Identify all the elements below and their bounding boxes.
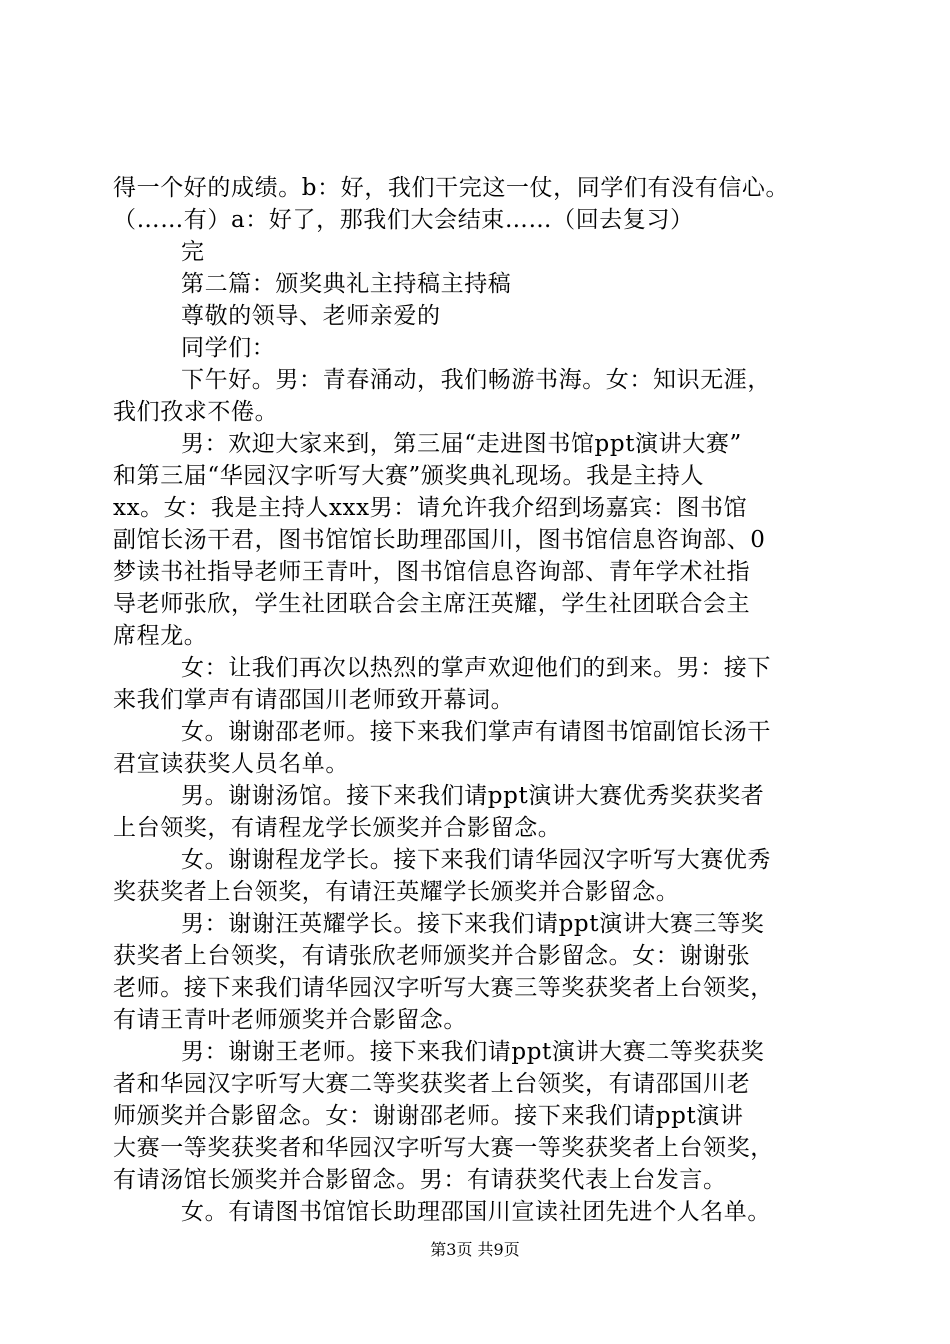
- text-line: 者和华园汉字听写大赛二等奖获奖者上台领奖，有请邵国川老: [113, 1071, 751, 1097]
- text-line: 女。谢谢邵老师。接下来我们掌声有请图书馆副馆长汤干: [181, 719, 771, 745]
- page-footer: 第3页 共9页: [430, 1240, 520, 1259]
- text-line: 得一个好的成绩。b：好，我们干完这一仗，同学们有没有信心。: [113, 175, 790, 201]
- text-line: 梦读书社指导老师王青叶，图书馆信息咨询部、青年学术社指: [113, 559, 751, 585]
- text-line: 女：让我们再次以热烈的掌声欢迎他们的到来。男：接下: [181, 655, 771, 681]
- text-line: 奖获奖者上台领奖，有请汪英耀学长颁奖并合影留念。: [113, 879, 680, 905]
- text-line: 导老师张欣，学生社团联合会主席汪英耀，学生社团联合会主: [113, 591, 751, 617]
- text-line: 男。谢谢汤馆。接下来我们请ppt演讲大赛优秀奖获奖者: [181, 783, 765, 809]
- text-line: 师颁奖并合影留念。女：谢谢邵老师。接下来我们请ppt演讲: [113, 1103, 744, 1129]
- text-line: 女。谢谢程龙学长。接下来我们请华园汉字听写大赛优秀: [181, 847, 771, 873]
- text-line: 我们孜求不倦。: [113, 399, 279, 425]
- text-line: 有请汤馆长颁奖并合影留念。男：有请获奖代表上台发言。: [113, 1167, 727, 1193]
- text-line: 和第三届“华园汉字听写大赛”颁奖典礼现场。我是主持人: [113, 463, 705, 489]
- text-line: 获奖者上台领奖，有请张欣老师颁奖并合影留念。女：谢谢张: [113, 943, 751, 969]
- text-line: 来我们掌声有请邵国川老师致开幕词。: [113, 687, 515, 713]
- text-line: 完: [181, 239, 205, 265]
- text-line: 第二篇：颁奖典礼主持稿主持稿: [181, 271, 512, 297]
- text-line: 男：谢谢汪英耀学长。接下来我们请ppt演讲大赛三等奖: [181, 911, 765, 937]
- text-line: 女。有请图书馆馆长助理邵国川宣读社团先进个人名单。: [181, 1199, 771, 1225]
- text-line: 尊敬的领导、老师亲爱的: [181, 303, 441, 329]
- text-line: 男：欢迎大家来到，第三届“走进图书馆ppt演讲大赛”: [181, 431, 742, 457]
- text-line: 君宣读获奖人员名单。: [113, 751, 349, 777]
- text-line: 男：谢谢王老师。接下来我们请ppt演讲大赛二等奖获奖: [181, 1039, 765, 1065]
- text-line: 席程龙。: [113, 623, 208, 649]
- text-line: （……有）a：好了，那我们大会结束……（回去复习）: [113, 207, 694, 233]
- text-line: 下午好。男：青春涌动，我们畅游书海。女：知识无涯，: [181, 367, 771, 393]
- text-line: 有请王青叶老师颁奖并合影留念。: [113, 1007, 467, 1033]
- text-line: 老师。接下来我们请华园汉字听写大赛三等奖获奖者上台领奖，: [113, 975, 774, 1001]
- document-body: [113, 172, 839, 1228]
- text-line: 同学们：: [181, 335, 276, 361]
- text-line: xx。女：我是主持人xxx男：请允许我介绍到场嘉宾：图书馆: [113, 495, 748, 521]
- text-line: 上台领奖，有请程龙学长颁奖并合影留念。: [113, 815, 562, 841]
- text-line: 副馆长汤干君，图书馆馆长助理邵国川，图书馆信息咨询部、0: [113, 527, 766, 553]
- text-line: 大赛一等奖获奖者和华园汉字听写大赛一等奖获奖者上台领奖，: [113, 1135, 774, 1161]
